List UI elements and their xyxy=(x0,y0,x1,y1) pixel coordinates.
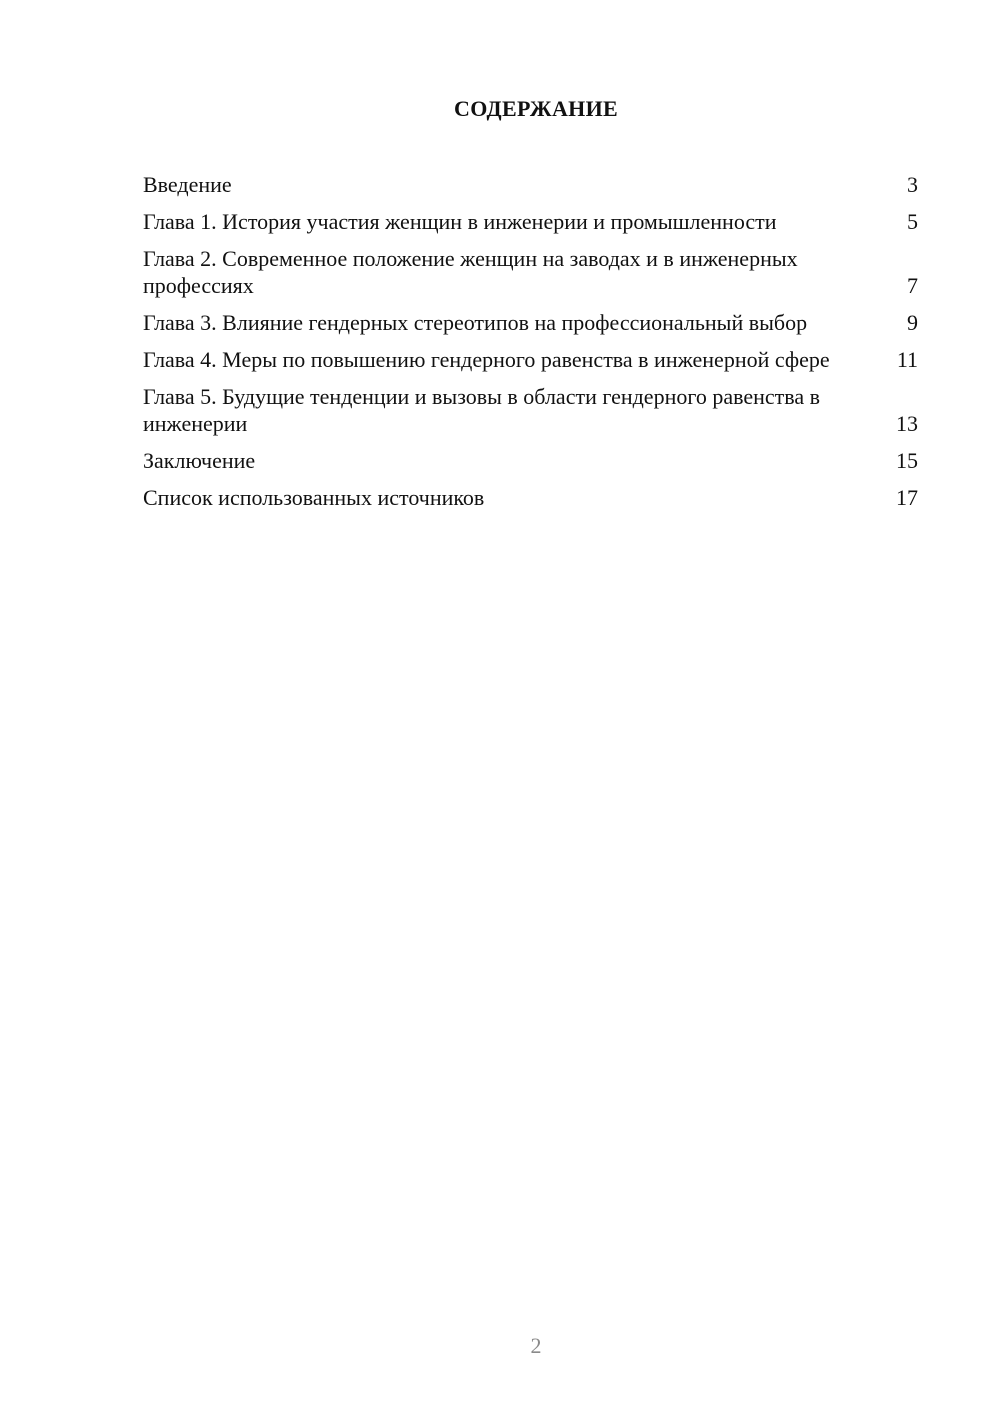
toc-entry-conclusion[interactable] xyxy=(143,447,918,474)
toc-entry-references[interactable] xyxy=(143,484,918,511)
toc-entry-page: 15 xyxy=(896,448,918,473)
toc-entry-chapter-1[interactable] xyxy=(143,208,918,235)
toc-entry-text: Введение xyxy=(143,172,232,197)
toc-heading-text: СОДЕРЖАНИЕ xyxy=(454,96,618,121)
toc-list xyxy=(143,171,918,521)
toc-entry-page: 5 xyxy=(907,209,918,234)
toc-entry-page: 11 xyxy=(896,347,918,372)
toc-entry-introduction[interactable] xyxy=(143,171,918,198)
toc-entry-text: Список использованных источников xyxy=(143,485,485,510)
toc-entry-chapter-5[interactable] xyxy=(143,383,918,437)
toc-entry-chapter-3[interactable] xyxy=(143,309,918,336)
toc-entry-chapter-2[interactable] xyxy=(143,245,918,299)
toc-entry-text: Заключение xyxy=(143,448,256,473)
toc-entry-page: 9 xyxy=(907,310,918,335)
toc-entry-page: 17 xyxy=(896,485,918,510)
toc-entry-page: 13 xyxy=(896,411,918,436)
toc-entry-chapter-4[interactable] xyxy=(143,346,918,373)
toc-entry-page: 3 xyxy=(907,172,918,197)
toc-entry-text: Глава 3. Влияние гендерных стереотипов на профессиональный выбор xyxy=(143,310,808,335)
toc-entry-text: Глава 4. Меры по повышению гендерного равенства в инженерной сфере xyxy=(143,347,830,372)
page-number: 2 xyxy=(530,1333,542,1358)
toc-entry-text: Глава 5. Будущие тенденции и вызовы в области гендерного равенства в инженерии xyxy=(143,384,821,436)
toc-entry-text: Глава 1. История участия женщин в инженерии и промышленности xyxy=(143,209,777,234)
toc-heading xyxy=(0,96,1000,122)
toc-entry-page: 7 xyxy=(907,273,918,298)
toc-entry-text: Глава 2. Современное положение женщин на заводах и в инженерных профессиях xyxy=(143,246,798,298)
